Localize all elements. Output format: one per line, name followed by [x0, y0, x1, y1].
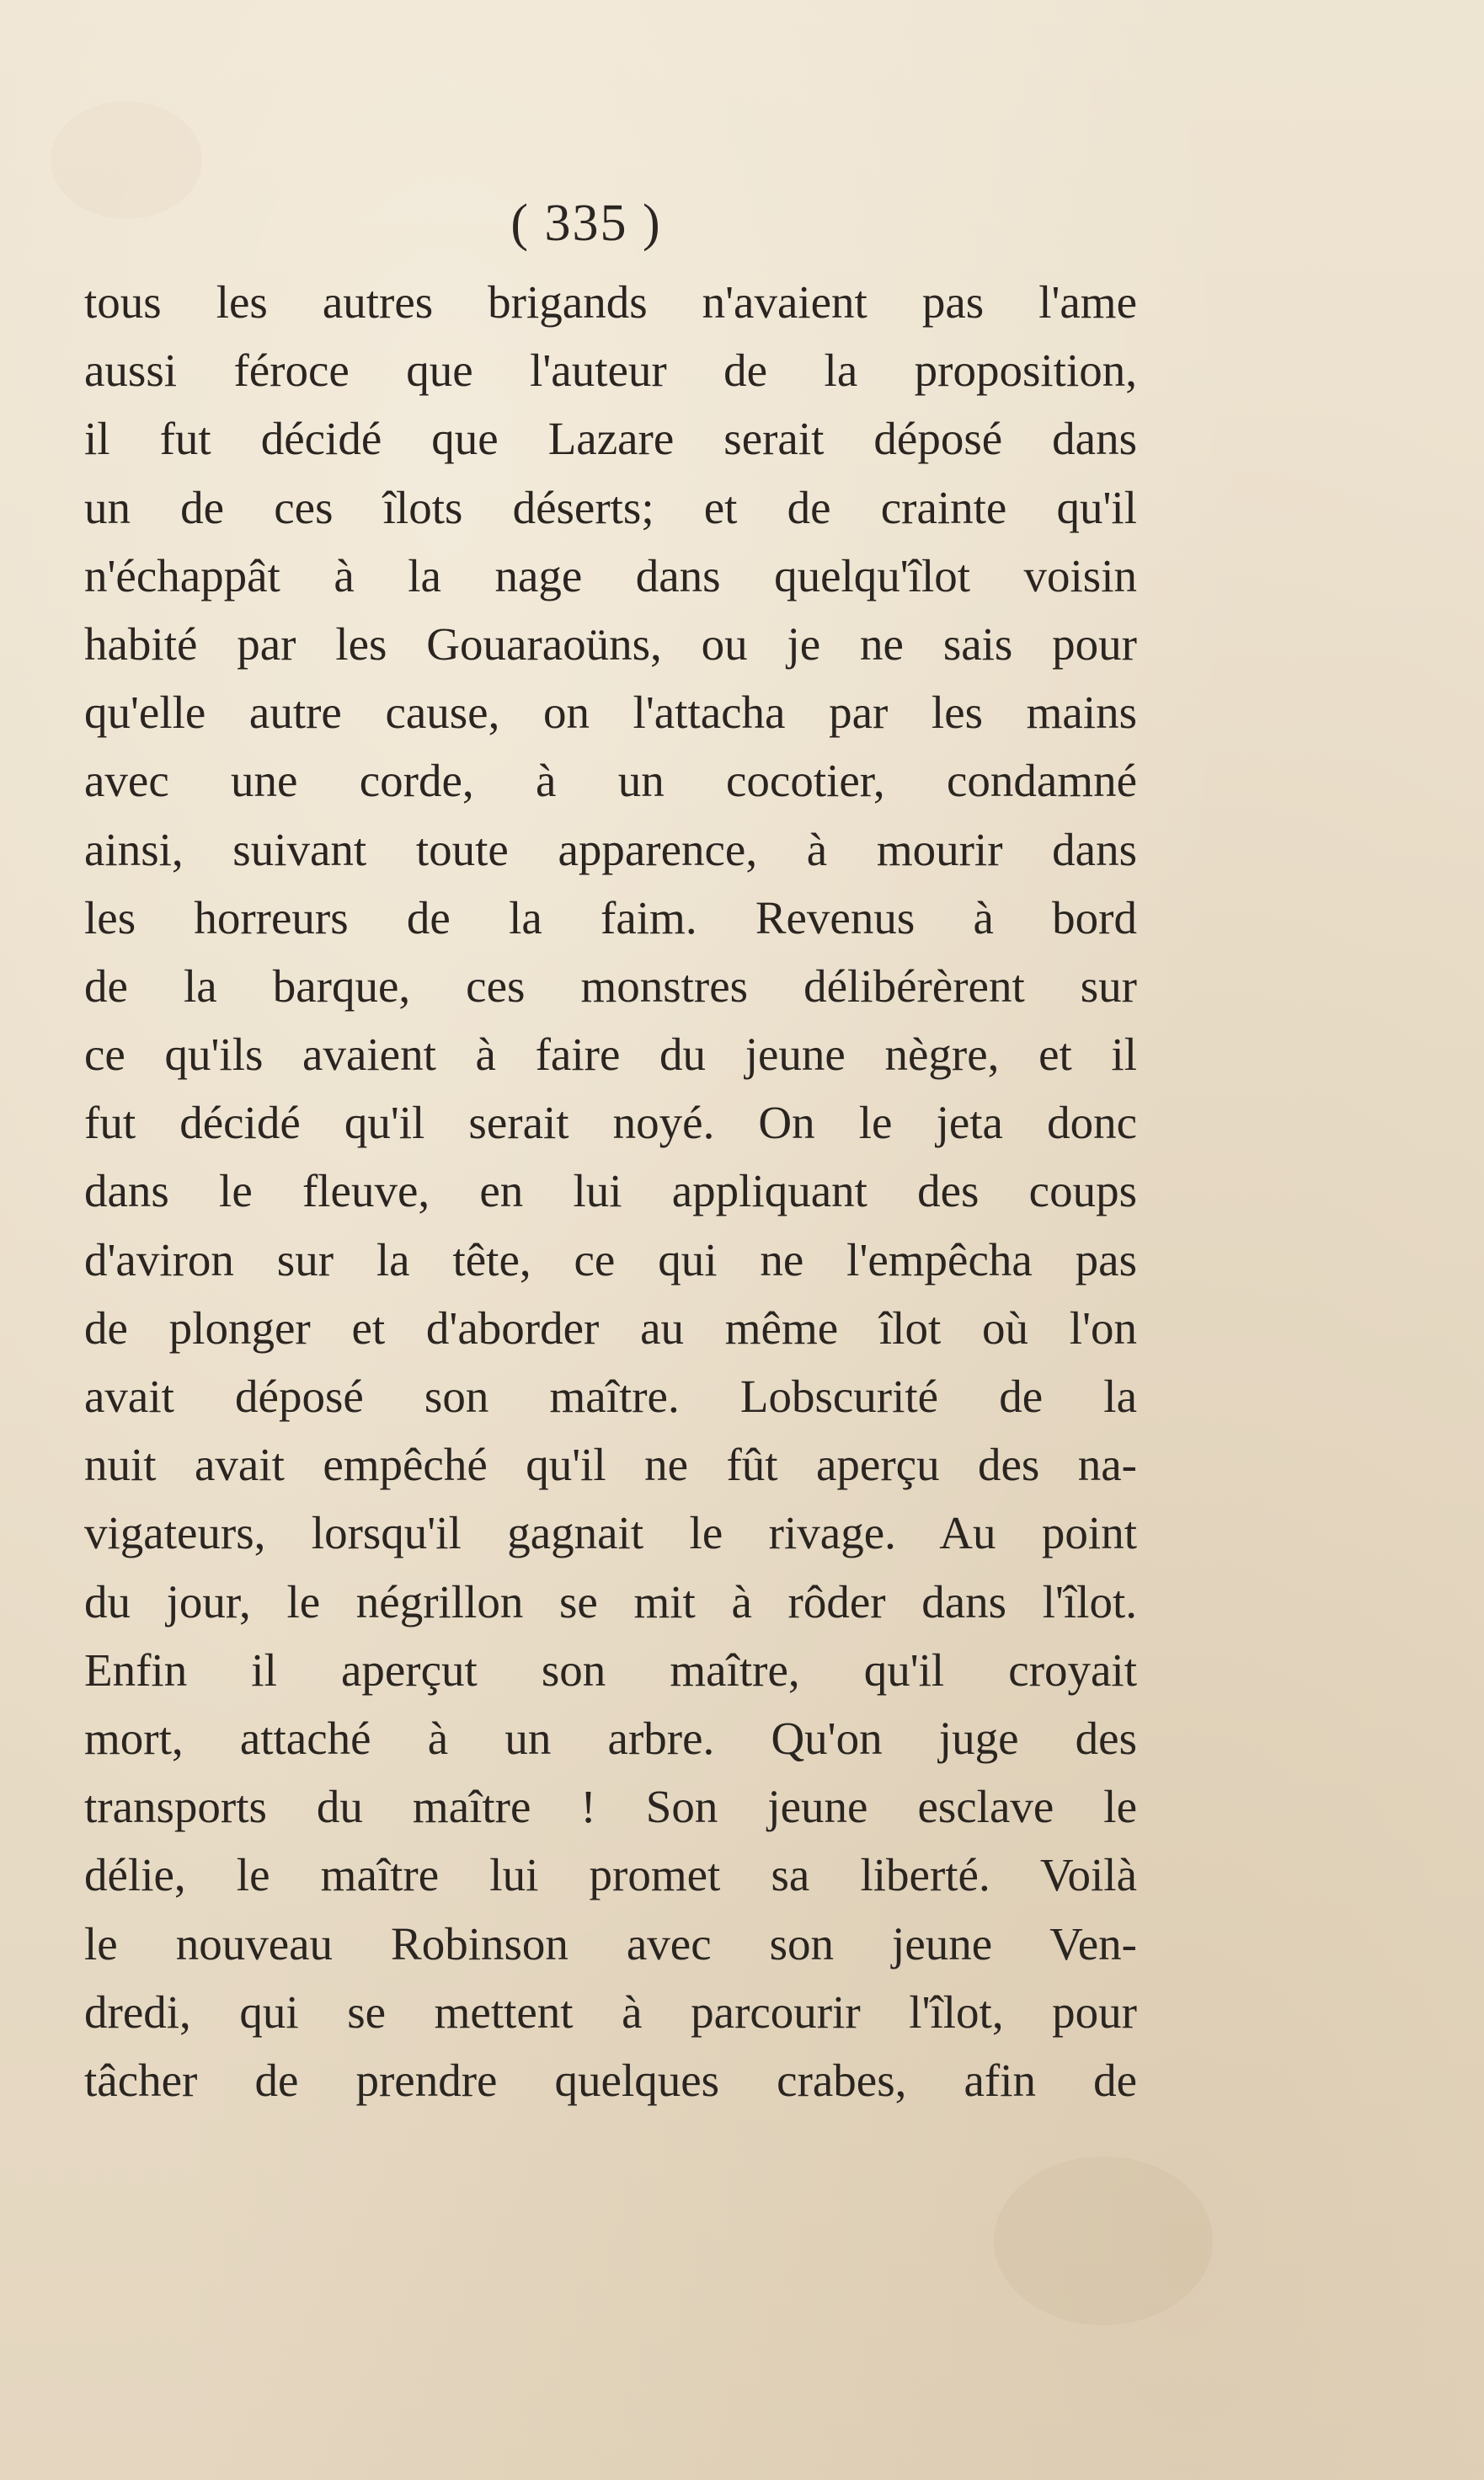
text-line: aussi féroce que l'auteur de la proposition,	[84, 345, 1137, 397]
text-line: n'échappât à la nage dans quelqu'îlot voisin	[84, 549, 1137, 601]
text-line: vigateurs, lorsqu'il gagnait le rivage. Au point	[84, 1507, 1137, 1559]
text-line: dredi, qui se mettent à parcourir l'îlot, pour	[84, 1986, 1137, 2038]
text-line: qu'elle autre cause, on l'attacha par les mains	[84, 687, 1137, 739]
text-line: Enfin il aperçut son maître, qu'il croyait	[84, 1644, 1137, 1696]
text-line: le nouveau Robinson avec son jeune Ven-	[84, 1917, 1137, 1970]
page-number: ( 335 )	[510, 195, 662, 252]
text-line: du jour, le négrillon se mit à rôder dans l'îlot.	[84, 1575, 1137, 1628]
text-line: un de ces îlots déserts; et de crainte qu'il	[84, 481, 1137, 533]
text-line: tâcher de prendre quelques crabes, afin de	[84, 2054, 1137, 2106]
text-line: avait déposé son maître. Lobscurité de la	[84, 1371, 1137, 1422]
text-line: habité par les Gouaraoüns, ou je ne sais pour	[84, 617, 1137, 670]
text-line: de la barque, ces monstres délibérèrent sur	[84, 959, 1137, 1012]
text-line: mort, attaché à un arbre. Qu'on juge des	[84, 1712, 1137, 1764]
text-line: de plonger et d'aborder au même îlot où l'on	[84, 1301, 1137, 1354]
text-line: tous les autres brigands n'avaient pas l'ame	[84, 276, 1137, 328]
text-line: avec une corde, à un cocotier, condamné	[84, 755, 1137, 807]
body-text	[84, 268, 1137, 2114]
text-line: il fut décidé que Lazare serait déposé dans	[84, 413, 1137, 465]
text-line: transports du maître ! Son jeune esclave le	[84, 1781, 1137, 1833]
text-line: ce qu'ils avaient à faire du jeune nègre, et il	[84, 1029, 1137, 1081]
text-line: d'aviron sur la tête, ce qui ne l'empêcha pas	[84, 1233, 1137, 1285]
text-line: les horreurs de la faim. Revenus à bord	[84, 891, 1137, 943]
text-line: nuit avait empêché qu'il ne fût aperçu des na-	[84, 1439, 1137, 1491]
text-line: délie, le maître lui promet sa liberté. Voilà	[84, 1849, 1137, 1901]
paper-stain	[994, 2157, 1213, 2325]
text-line: fut décidé qu'il serait noyé. On le jeta donc	[84, 1097, 1137, 1149]
text-line: ainsi, suivant toute apparence, à mourir dans	[84, 823, 1137, 875]
text-line: dans le fleuve, en lui appliquant des coups	[84, 1165, 1137, 1217]
